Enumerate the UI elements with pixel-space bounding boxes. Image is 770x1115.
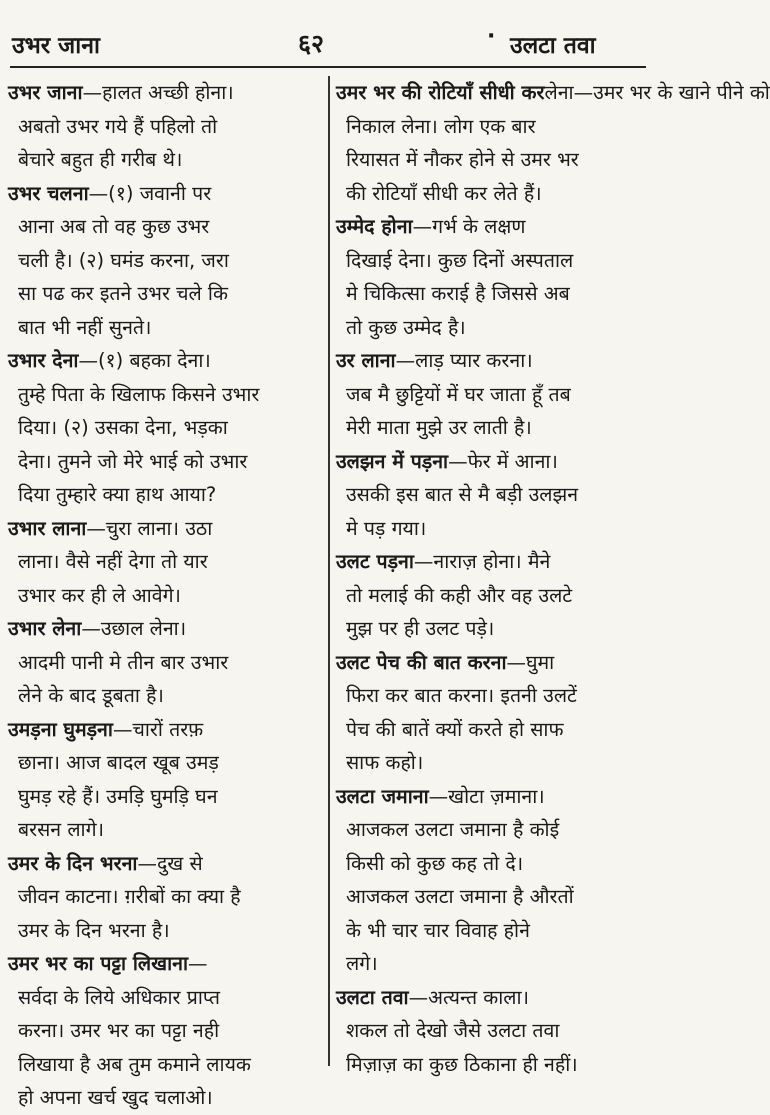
entry-line: छाना। आज बादल खूब उमड़ [18,751,219,774]
entry-line: साफ कहो। [346,751,424,774]
entry-line: आजकल उलटा जमाना है कोई [346,818,560,841]
entry-line: मे चिकित्सा कराई है जिससे अब [346,282,570,305]
entry-headword: उमर भर की रोटियाँ सीधी कर [336,81,545,104]
entry-first-line [336,76,770,110]
entry-first-line [8,344,330,378]
right-column [336,76,770,1081]
entry-first-line [8,612,330,646]
page-header [0,0,658,66]
entry-line: दिया। (२) उसका देना, भड़का [18,416,228,439]
entry-line: जीवन काटना। ग़रीबों का क्या है [18,885,241,908]
dictionary-entry [8,512,330,613]
entry-line: बरसन लागे। [18,818,104,841]
entry-first-line [8,512,330,546]
entry-line: लगे। [346,952,378,975]
entry-headword: उमर के दिन भरना [8,851,138,875]
entry-headword: उलट पड़ना [336,550,414,573]
dictionary-entry [336,981,658,1082]
entry-first-line [336,445,658,479]
entry-first-line [336,646,658,680]
dictionary-entry [336,445,658,546]
entry-first-line [8,177,330,211]
entry-line: के भी चार चार विवाह होने [346,918,530,942]
entry-line: बेचारे बहुत ही गरीब थे। [18,148,183,171]
entry-line: अबतो उभर गये हैं पहिलो तो [18,114,218,138]
entry-definition: —(१) बहका देना। [78,349,211,372]
entry-line: आजकल उलटा जमाना है औरतों [346,885,574,908]
entry-definition: —चुरा लाना। उठा [86,516,213,540]
entry-line: निकाल लेना। लोग एक बार [346,114,536,138]
entry-definition: —खोटा ज़माना। [428,784,545,808]
entry-headword: उलटा तवा [336,985,409,1009]
entry-definition: —नाराज़ होना। मैने [413,550,551,573]
entry-first-line [336,344,658,378]
entry-headword: उभार लेना [8,617,82,640]
dictionary-entry [8,612,330,713]
entry-line: उमर के दिन भरना है। [18,918,170,942]
entry-line: उभार कर ही ले आवेगे। [18,583,181,607]
entry-first-line [8,713,330,747]
entry-definition: —दुख से [137,851,203,875]
running-head-left: उभर जाना [12,33,100,59]
entry-headword: उलटा जमाना [336,784,429,808]
entry-line: तुम्हे पिता के खिलाफ किसने उभार [18,382,260,406]
entry-line: फिरा कर बात करना। इतनी उलटें [346,684,577,707]
entry-line: किसी को कुछ कह तो दे। [346,851,524,875]
entry-definition: —घुमा [506,650,555,674]
entry-first-line [336,981,658,1015]
entry-definition: —लाड़ प्यार करना। [395,349,533,372]
entry-line: लाना। वैसे नहीं देगा तो यार [18,550,208,573]
header-rule [10,66,646,68]
dictionary-entry [8,76,330,177]
entry-headword: उम्मेद होना [336,215,413,238]
entry-headword: उमर भर का पट्टा लिखाना [8,952,188,975]
entry-first-line [8,947,330,981]
dictionary-entry [8,947,330,1115]
entry-line: लिखाया है अब तुम कमाने लायक [18,1052,251,1076]
entry-line: की रोटियाँ सीधी कर लेते हैं। [346,181,542,205]
entry-line: सा पढ कर इतने उभर चले कि [18,282,228,305]
entry-line: करना। उमर भर का पट्टा नही [18,1019,220,1042]
entry-line: रियासत में नौकर होने से उमर भर [346,148,579,171]
entry-line: तो कुछ उम्मेद है। [346,315,466,339]
entry-line: सर्वदा के लिये अधिकार प्राप्त [18,985,220,1009]
entry-definition: —फेर में आना। [448,449,558,473]
entry-line: दिया तुम्हारे क्या हाथ आया? [18,483,217,506]
entry-first-line [336,545,658,579]
dictionary-entry [336,646,658,780]
running-head-right: उलटा तवा [510,33,596,59]
entry-headword: उभार लाना [8,516,87,540]
dictionary-entry [336,210,658,344]
entry-first-line [8,76,330,110]
entry-definition: —गर्भ के लक्षण [412,215,526,238]
entry-line: हो अपना खर्च खुद चलाओ। [18,1086,213,1109]
entry-line: मुझ पर ही उलट पड़े। [346,617,495,640]
entry-headword: उलट पेच की बात करना [336,650,507,674]
entry-definition: —हालत अच्छी होना। [82,81,234,104]
entry-headword: उभर चलना [8,181,89,205]
entry-line: पेच की बातें क्यों करते हो साफ [346,717,564,741]
entry-headword: उर लाना [336,349,396,372]
entry-line: मिज़ाज़ का कुछ ठिकाना ही नहीं। [346,1052,578,1076]
dictionary-entry [336,545,658,646]
entry-first-line [336,780,658,814]
dictionary-entry [8,847,330,948]
entry-definition: — [188,952,208,975]
entry-line: देना। तुमने जो मेरे भाई को उभार [18,449,248,473]
dictionary-entry [336,76,770,210]
entry-headword: उमड़ना घुमड़ना [8,717,113,741]
dictionary-entry [336,344,658,445]
page-number: ६२ [298,29,325,58]
dictionary-entry [336,780,658,981]
entry-first-line [336,210,658,244]
entry-headword: उभर जाना [8,81,83,104]
entry-line: मेरी माता मुझे उर लाती है। [346,416,532,439]
entry-line: दिखाई देना। कुछ दिनों अस्पताल [346,248,574,272]
entry-definition: —अत्यन्त काला। [408,985,529,1009]
entry-definition: —(१) जवानी पर [88,181,212,205]
entry-first-line [8,847,330,881]
entry-definition: —चारों तरफ़ [112,717,204,741]
entry-line: तो मलाई की कही और वह उलटे [346,583,573,607]
left-column [8,76,330,1115]
dictionary-entry [8,177,330,345]
entry-line: उसकी इस बात से मै बड़ी उलझन [346,483,579,506]
header-separator: · [487,24,496,49]
entry-line: बात भी नहीं सुनते। [18,315,152,339]
entry-line: घुमड़ रहे हैं। उमड़ि घुमड़ि घन [18,784,218,808]
entry-headword: उलझन में पड़ना [336,449,449,473]
entry-headword: उभार देना [8,349,79,372]
entry-line: लेने के बाद डूबता है। [18,684,164,707]
entry-definition: लेना—उमर भर के खाने पीने को [544,81,770,104]
entry-line: आना अब तो वह कुछ उभर [18,215,210,238]
entry-line: शकल तो देखो जैसे उलटा तवा [346,1019,560,1042]
entry-line: जब मै छुट्टियों में घर जाता हूँ तब [346,382,571,406]
entry-line: आदमी पानी मे तीन बार उभार [18,650,229,674]
column-divider [328,76,330,1066]
dictionary-entry [8,344,330,512]
entry-definition: —उछाल लेना। [81,617,187,640]
entry-line: मे पड़ गया। [346,516,427,540]
entry-line: चली है। (२) घमंड करना, जरा [18,248,229,272]
dictionary-entry [8,713,330,847]
